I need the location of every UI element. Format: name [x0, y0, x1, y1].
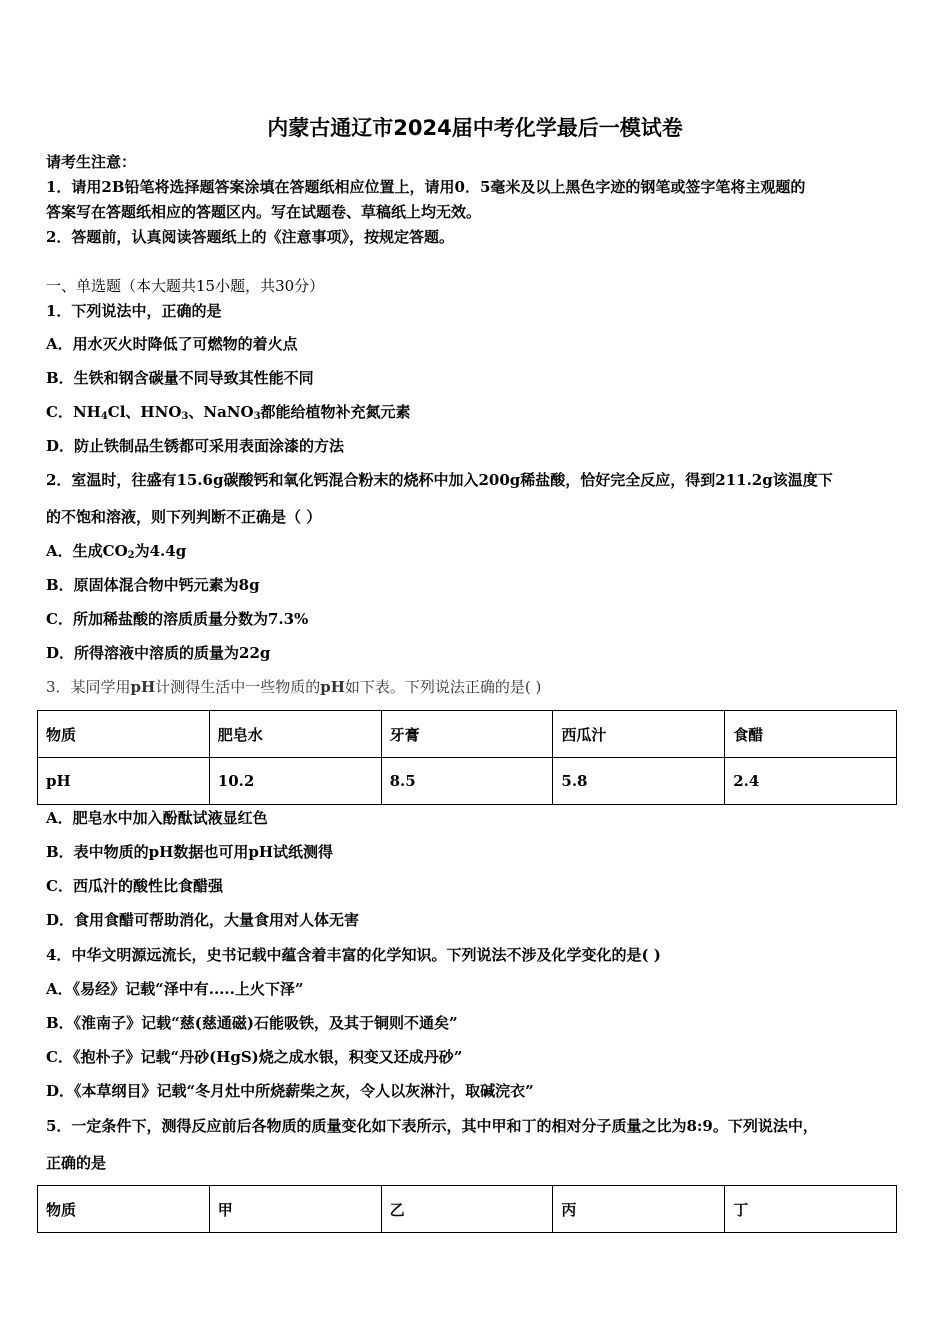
q4-option-c: C．《抱朴子》记载“丹砂(HgS)烧之成水银，积变又还成丹砂” — [46, 1048, 463, 1066]
q3-option-a: A．肥皂水中加入酚酞试液显红色 — [46, 809, 268, 827]
q4-option-b: B．《淮南子》记载“慈(慈通磁)石能吸铁，及其于铜则不通矣” — [46, 1014, 458, 1032]
q1-option-c: C．$NH_4Cl$、$HNO_3$、NaNO$_3$都能给植物补充氮元素 — [46, 403, 411, 422]
q1-option-b: B．生铁和钢含碳量不同导致其性能不同 — [46, 369, 314, 387]
q1-stem: 1．下列说法中，正确的是 — [46, 302, 222, 320]
q2-option-c: C．所加稀盐酸的溶质质量分数为7.3% — [46, 610, 309, 628]
q2-stem-line-1: 2．室温时，往盛有15.6g碳酸钙和氧化钙混合粉末的烧杯中加入200g稀盐酸，恰好完全反应，得到211.2g该温度下 — [46, 471, 833, 489]
q2-option-b: B．原固体混合物中钙元素为8g — [46, 576, 260, 594]
table-header-cell: 物质 — [38, 711, 210, 758]
table-row — [38, 1186, 897, 1233]
q5-mass-table — [37, 1185, 897, 1233]
q4-option-a: A．《易经》记载“泽中有.....上火下泽” — [46, 980, 304, 998]
notice-heading: 请考生注意： — [46, 153, 137, 171]
notice-item-1-line-2: 答案写在答题纸相应的答题区内。写在试题卷、草稿纸上均无效。 — [46, 203, 482, 221]
table-header-cell: 乙 — [381, 1186, 553, 1233]
table-header-cell: 物质 — [38, 1186, 210, 1233]
table-header-cell: 食醋 — [725, 711, 897, 758]
table-cell: 10.2 — [209, 758, 381, 805]
q3-option-b: B．表中物质的pH数据也可用pH试纸测得 — [46, 843, 334, 861]
table-header-cell: 甲 — [209, 1186, 381, 1233]
q2-option-a: A．生成$CO_2$为4.4g — [46, 542, 187, 561]
table-row — [38, 711, 897, 758]
q5-stem-line-2: 正确的是 — [46, 1154, 107, 1172]
q3-ph-table — [37, 710, 897, 805]
q4-stem: 4．中华文明源远流长，史书记载中蕴含着丰富的化学知识。下列说法不涉及化学变化的是( ) — [46, 946, 661, 964]
table-header-cell: 牙膏 — [381, 711, 553, 758]
table-header-cell: 丁 — [725, 1186, 897, 1233]
page-title: 内蒙古通辽市2024届中考化学最后一模试卷 — [267, 116, 683, 140]
q2-stem-line-2: 的不饱和溶液，则下列判断不正确是（ ） — [46, 508, 322, 526]
notice-item-1-line-1: 1．请用2B铅笔将选择题答案涂填在答题纸相应位置上，请用0．5毫米及以上黑色字迹的钢笔或签字笔将主观题的 — [46, 178, 806, 196]
q2-option-d: D．所得溶液中溶质的质量为22g — [46, 644, 271, 662]
table-header-cell: 丙 — [553, 1186, 725, 1233]
q3-option-c: C．西瓜汁的酸性比食醋强 — [46, 877, 223, 895]
q3-option-d: D．食用食醋可帮助消化，大量食用对人体无害 — [46, 911, 360, 929]
q1-option-d: D．防止铁制品生锈都可采用表面涂漆的方法 — [46, 437, 345, 455]
q3-stem: 3．某同学用pH计测得生活中一些物质的pH如下表。下列说法正确的是( ) — [46, 678, 542, 696]
notice-item-2: 2．答题前，认真阅读答题纸上的《注意事项》，按规定答题。 — [46, 228, 454, 246]
q4-option-d: D．《本草纲目》记载“冬月灶中所烧薪柴之灰，令人以灰淋汁，取碱浣衣” — [46, 1082, 534, 1100]
table-cell: pH — [38, 758, 210, 805]
table-cell: 8.5 — [381, 758, 553, 805]
table-cell: 5.8 — [553, 758, 725, 805]
q5-stem-line-1: 5．一定条件下，测得反应前后各物质的质量变化如下表所示，其中甲和丁的相对分子质量之比为8:9。下列说法中， — [46, 1117, 818, 1135]
table-header-cell: 肥皂水 — [209, 711, 381, 758]
q1-option-a: A．用水灭火时降低了可燃物的着火点 — [46, 335, 298, 353]
table-cell: 2.4 — [725, 758, 897, 805]
table-row — [38, 758, 897, 805]
table-header-cell: 西瓜汁 — [553, 711, 725, 758]
section-heading: 一、单选题（本大题共15小题，共30分） — [46, 277, 325, 295]
